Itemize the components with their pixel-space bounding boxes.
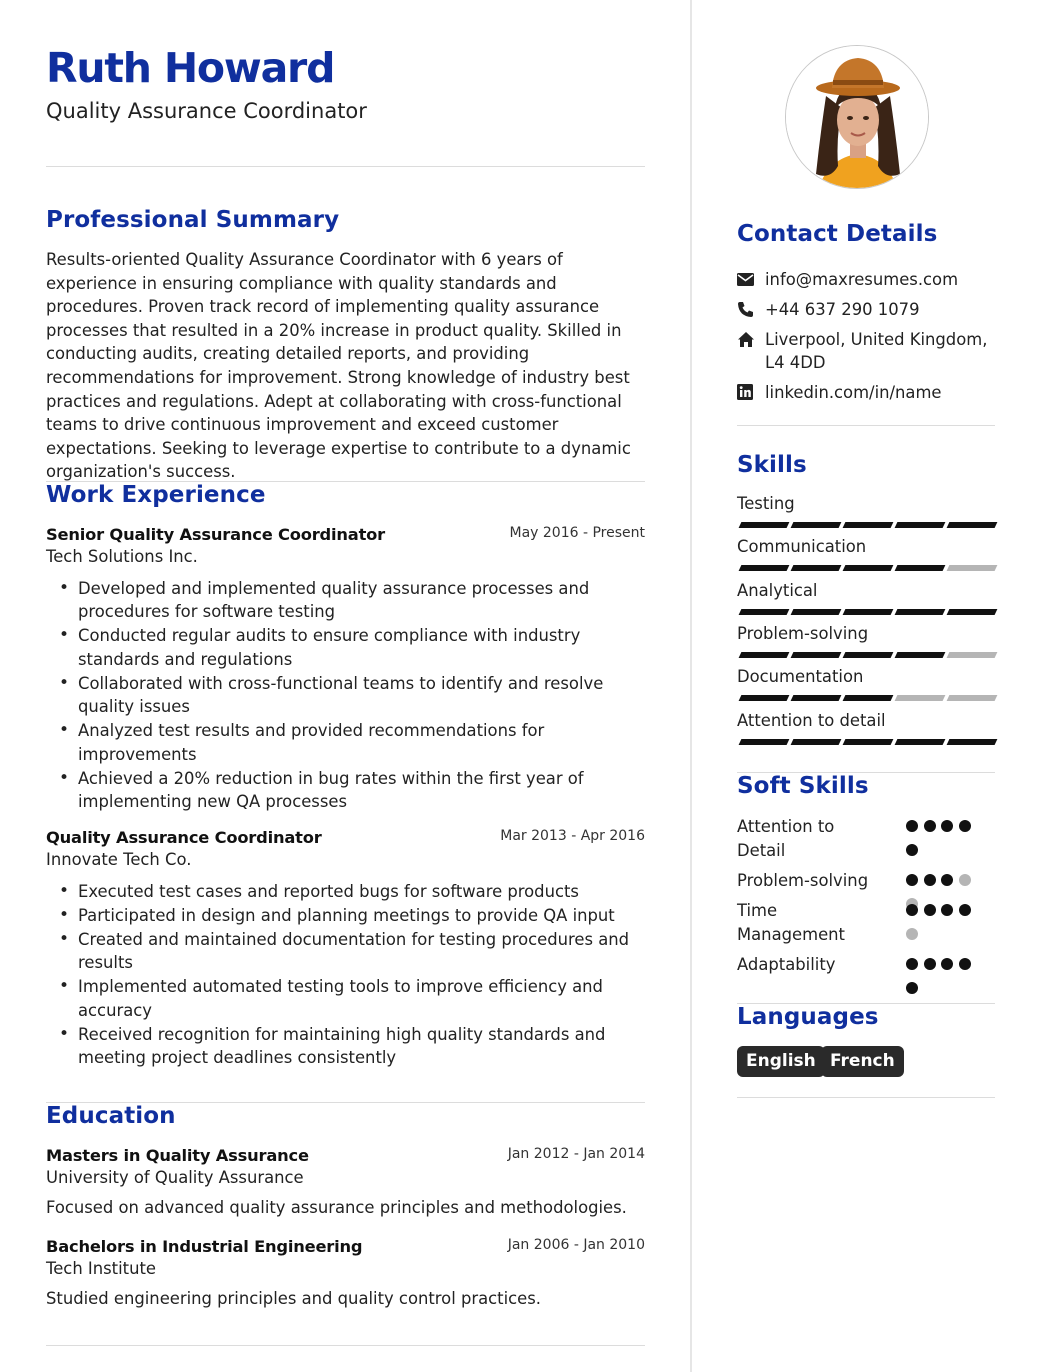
education-description: Focused on advanced quality assurance principles and methodologies. (46, 1198, 627, 1217)
skill-segment-filled (739, 609, 790, 615)
envelope-icon (737, 271, 755, 288)
job-bullet: • Analyzed test results and provided recommendations for improvements (78, 719, 638, 766)
education-description: Studied engineering principles and quality control practices. (46, 1289, 541, 1308)
skill-segment-filled (739, 565, 790, 571)
soft-skill-name: Adaptability (737, 955, 836, 974)
candidate-title: Quality Assurance Coordinator (46, 99, 367, 123)
rating-dot-filled (941, 874, 953, 886)
skill-segment-empty (895, 695, 946, 701)
skill-level-bar (737, 609, 993, 615)
job-bullet: • Received recognition for maintaining high quality standards and meeting project deadlines consistently (78, 1023, 638, 1070)
rating-dot-filled (959, 820, 971, 832)
job-bullet: • Executed test cases and reported bugs for software products (78, 880, 638, 903)
rating-dot-filled (924, 958, 936, 970)
rating-dot-empty (959, 874, 971, 886)
job-bullet: • Implemented automated testing tools to improve efficiency and accuracy (78, 975, 638, 1022)
rating-dot-filled (906, 904, 918, 916)
skill-segment-filled (739, 739, 790, 745)
skill-segment-filled (843, 522, 894, 528)
job-title: Senior Quality Assurance Coordinator (46, 525, 385, 544)
skill-segment-filled (843, 739, 894, 745)
skill-segment-filled (895, 609, 946, 615)
rating-dot-filled (924, 820, 936, 832)
skill-segment-filled (843, 652, 894, 658)
skill-segment-filled (739, 652, 790, 658)
school-name: Tech Institute (46, 1259, 156, 1278)
summary-text: Results-oriented Quality Assurance Coordinator with 6 years of experience in ensuring compliance with quality standards and procedures. Proven track record of implementing quality assurance processes that resulted in a 20% increase in product quality. Skilled in conducting audits, creating detailed reports, and providing recommendations for improvement. Strong knowledge of industry best practices and regulations. Adept at collaborating with cross-functional teams to drive continuous improvement and exceed customer expectations. Seeking to leverage expertise to contribute to a dynamic organization's success. (46, 250, 631, 482)
skill-segment-filled (791, 609, 842, 615)
job-dates: Mar 2013 - Apr 2016 (500, 828, 645, 844)
skill-segment-filled (895, 522, 946, 528)
education-heading: Education (46, 1103, 176, 1129)
contact-divider (737, 425, 995, 426)
contact-phone-text: +44 637 290 1079 (765, 300, 920, 319)
skill-name: Attention to detail (737, 710, 886, 730)
skill-segment-filled (739, 522, 790, 528)
rating-dot-filled (959, 958, 971, 970)
skill-level-bar (737, 522, 993, 528)
job-bullet: • Collaborated with cross-functional teams to identify and resolve quality issues (78, 672, 638, 719)
job-bullets (78, 880, 638, 1070)
skill-segment-filled (843, 609, 894, 615)
home-icon (737, 331, 755, 348)
job-bullet: • Developed and implemented quality assurance processes and procedures for software testing (78, 577, 638, 624)
skill-segment-filled (843, 695, 894, 701)
job-company: Innovate Tech Co. (46, 850, 192, 869)
skill-name: Communication (737, 537, 867, 557)
profile-photo (785, 45, 929, 189)
languages-divider (737, 1097, 995, 1098)
skill-segment-filled (895, 565, 946, 571)
rating-dot-filled (906, 874, 918, 886)
contact-heading: Contact Details (737, 221, 938, 247)
summary-heading: Professional Summary (46, 207, 340, 233)
skill-segment-filled (791, 739, 842, 745)
skill-level-bar (737, 739, 993, 745)
skills-heading: Skills (737, 452, 807, 478)
skill-segment-filled (791, 565, 842, 571)
linkedin-icon (737, 384, 755, 401)
skill-segment-empty (947, 652, 998, 658)
skill-segment-empty (947, 565, 998, 571)
rating-dot-filled (924, 904, 936, 916)
education-dates: Jan 2006 - Jan 2010 (507, 1237, 645, 1253)
degree-title: Masters in Quality Assurance (46, 1146, 309, 1165)
skill-segment-filled (791, 695, 842, 701)
contact-email-text: info@maxresumes.com (765, 270, 959, 289)
skill-name: Documentation (737, 667, 864, 687)
skill-name: Testing (737, 494, 795, 513)
rating-dot-filled (906, 958, 918, 970)
skill-segment-empty (947, 695, 998, 701)
rating-dot-filled (906, 982, 918, 994)
skill-name: Analytical (737, 580, 818, 600)
job-title: Quality Assurance Coordinator (46, 828, 322, 847)
skill-segment-filled (791, 522, 842, 528)
avatar-illustration (786, 46, 929, 189)
skill-segment-filled (947, 609, 998, 615)
job-bullet: • Achieved a 20% reduction in bug rates within the first year of implementing new QA processes (78, 767, 638, 814)
header-divider (46, 166, 645, 167)
rating-dot-filled (924, 874, 936, 886)
rating-dot-filled (941, 904, 953, 916)
languages-heading: Languages (737, 1004, 879, 1030)
soft-skill-name: Problem-solving (737, 871, 869, 890)
soft-skill-name: Attention to Detail (737, 817, 835, 860)
language-pill: English (737, 1046, 825, 1077)
experience-heading: Work Experience (46, 482, 266, 508)
skill-level-bar (737, 652, 993, 658)
skill-level-bar (737, 695, 993, 701)
job-bullet: • Participated in design and planning meetings to provide QA input (78, 904, 638, 927)
candidate-name: Ruth Howard (46, 44, 335, 92)
rating-dot-filled (941, 958, 953, 970)
skill-segment-filled (947, 739, 998, 745)
column-divider (690, 0, 692, 1372)
skill-segment-filled (843, 565, 894, 571)
phone-icon (737, 301, 755, 318)
skill-level-bar (737, 565, 993, 571)
skill-segment-filled (947, 522, 998, 528)
job-company: Tech Solutions Inc. (46, 547, 198, 566)
job-dates: May 2016 - Present (509, 525, 645, 541)
rating-dot-empty (906, 928, 918, 940)
soft-skill-name: Time Management (737, 901, 845, 944)
contact-address-text: Liverpool, United Kingdom, L4 4DD (765, 330, 988, 373)
degree-title: Bachelors in Industrial Engineering (46, 1237, 363, 1256)
skill-segment-filled (895, 652, 946, 658)
education-dates: Jan 2012 - Jan 2014 (507, 1146, 645, 1162)
language-pill: French (821, 1046, 904, 1077)
skill-segment-filled (791, 652, 842, 658)
rating-dot-filled (906, 820, 918, 832)
rating-dot-filled (941, 820, 953, 832)
job-bullet: • Conducted regular audits to ensure compliance with industry standards and regulations (78, 624, 638, 671)
skill-name: Problem-solving (737, 623, 869, 643)
rating-dot-filled (959, 904, 971, 916)
rating-dot-filled (906, 844, 918, 856)
education-divider (46, 1345, 645, 1346)
contact-linkedin-text: linkedin.com/in/name (765, 383, 942, 402)
school-name: University of Quality Assurance (46, 1168, 304, 1187)
job-bullet: • Created and maintained documentation for testing procedures and results (78, 928, 638, 975)
job-bullets (78, 577, 638, 814)
skill-segment-filled (895, 739, 946, 745)
skill-segment-filled (739, 695, 790, 701)
soft-skills-heading: Soft Skills (737, 773, 869, 799)
